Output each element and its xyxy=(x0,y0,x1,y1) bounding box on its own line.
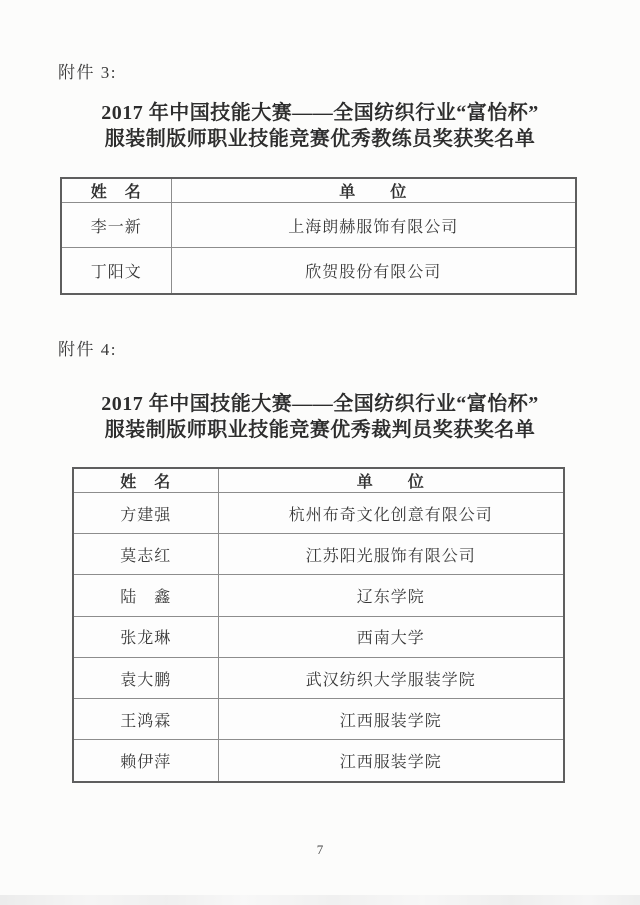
unit-cell: 江西服装学院 xyxy=(218,740,564,782)
name-cell: 陆 鑫 xyxy=(73,575,218,616)
header-name-cell: 姓 名 xyxy=(61,178,171,203)
unit-cell: 武汉纺织大学服装学院 xyxy=(218,657,564,698)
unit-cell: 西南大学 xyxy=(218,616,564,657)
name-cell: 袁大鹏 xyxy=(73,657,218,698)
name-cell: 张龙琳 xyxy=(73,616,218,657)
unit-cell: 辽东学院 xyxy=(218,575,564,616)
table-row xyxy=(73,699,564,740)
unit-cell: 上海朗赫服饰有限公司 xyxy=(171,203,576,248)
attachment-4-title-line2: 服装制版师职业技能竞赛优秀裁判员奖获奖名单 xyxy=(104,419,536,441)
table-row xyxy=(73,534,564,575)
name-cell: 李一新 xyxy=(61,203,171,248)
name-cell: 赖伊萍 xyxy=(73,740,218,782)
attachment-3-label: 附件 3: xyxy=(58,63,117,82)
attachment-3-title xyxy=(0,100,640,152)
unit-cell: 江苏阳光服饰有限公司 xyxy=(218,534,564,575)
page-number: 7 xyxy=(316,842,324,857)
header-name-cell: 姓 名 xyxy=(73,468,218,493)
attachment-3-title-line1: 2017 年中国技能大赛——全国纺织行业“富怡杯” xyxy=(101,102,539,124)
table-header-row xyxy=(73,468,564,493)
judge-award-table xyxy=(72,467,565,783)
table-row xyxy=(73,616,564,657)
attachment-4-title xyxy=(0,391,640,443)
scan-artifact-bar xyxy=(0,895,640,905)
name-cell: 丁阳文 xyxy=(61,248,171,294)
table-row xyxy=(73,740,564,782)
name-cell: 方建强 xyxy=(73,493,218,534)
unit-cell: 杭州布奇文化创意有限公司 xyxy=(218,493,564,534)
coach-award-table xyxy=(60,177,577,295)
table-row xyxy=(61,248,576,294)
unit-cell: 欣贺股份有限公司 xyxy=(171,248,576,294)
table-row xyxy=(73,493,564,534)
table-row xyxy=(73,575,564,616)
table-row xyxy=(73,657,564,698)
name-cell: 莫志红 xyxy=(73,534,218,575)
name-cell: 王鸿霖 xyxy=(73,699,218,740)
table-header-row xyxy=(61,178,576,203)
attachment-4-title-line1: 2017 年中国技能大赛——全国纺织行业“富怡杯” xyxy=(101,393,539,415)
unit-cell: 江西服装学院 xyxy=(218,699,564,740)
header-unit-cell: 单 位 xyxy=(218,468,564,493)
attachment-4-label: 附件 4: xyxy=(58,340,117,359)
table-row xyxy=(61,203,576,248)
attachment-3-title-line2: 服装制版师职业技能竞赛优秀教练员奖获奖名单 xyxy=(104,128,536,150)
header-unit-cell: 单 位 xyxy=(171,178,576,203)
